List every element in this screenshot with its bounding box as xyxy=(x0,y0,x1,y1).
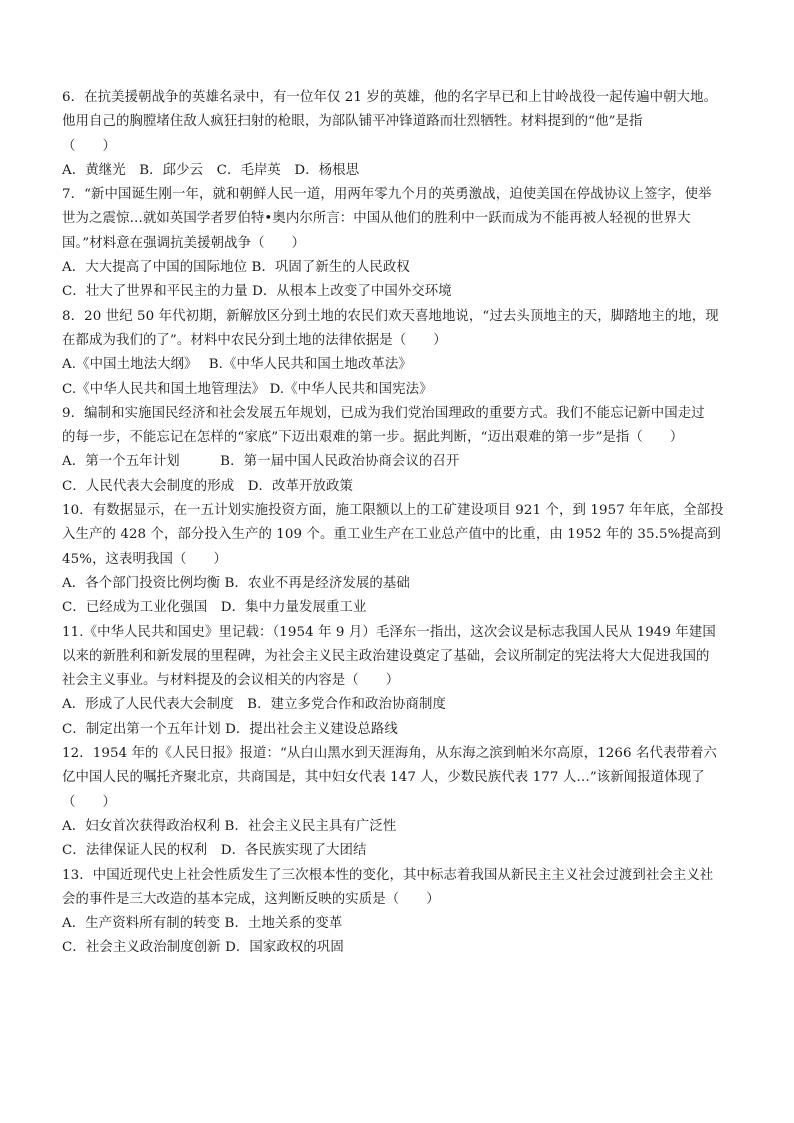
question-13 xyxy=(62,864,748,961)
option-row: A．黄继光 B．邱少云 C．毛岸英 D．杨根思 xyxy=(62,162,360,178)
question-stem-line: 亿中国人民的嘱托齐聚北京，共商国是，其中妇女代表 147 人，少数民族代表 177 人…”该新闻报道体现了 xyxy=(62,770,705,786)
option-row: A．各个部门投资比例均衡 B．农业不再是经济发展的基础 xyxy=(62,575,410,591)
question-11 xyxy=(62,621,748,742)
question-12 xyxy=(62,742,748,863)
question-stem-line: 社会主义事业。与材料提及的会议相关的内容是（ ） xyxy=(62,673,400,689)
option-row: A．大大提高了中国的国际地位 B．巩固了新生的人民政权 xyxy=(62,260,410,276)
question-9 xyxy=(62,402,748,499)
option-row: A.《中国土地法大纲》 B.《中华人民共和国土地改革法》 xyxy=(62,357,412,373)
option-row: C．法律保证人民的权利 D．各民族实现了大团结 xyxy=(62,843,367,859)
question-stem-line: 9．编制和实施国民经济和社会发展五年规划，已成为我们党治国理政的重要方式。我们不能忘记新中国走过 xyxy=(62,405,705,421)
question-6 xyxy=(62,86,748,183)
question-stem-line: 11.《中华人民共和国史》里记载：（1954 年 9 月）毛泽东一指出，这次会议是标志我国人民从 1949 年建国 xyxy=(62,624,716,640)
question-8 xyxy=(62,305,748,402)
question-stem-line: 7．“新中国诞生刚一年，就和朝鲜人民一道，用两年零九个月的英勇激战，迫使美国在停战协议上签字，使举 xyxy=(62,187,712,203)
option-row: C．人民代表大会制度的形成 D．改革开放政策 xyxy=(62,478,353,494)
question-stem-line: 入生产的 428 个，部分投入生产的 109 个。重工业生产在工业总产值中的比重，由 1952 年的 35.5%提高到 xyxy=(62,527,721,543)
question-10 xyxy=(62,499,748,620)
question-stem-line: 他用自己的胸膛堵住敌人疯狂扫射的枪眼，为部队铺平冲锋道路而壮烈牺牲。材料提到的“他”是指 xyxy=(62,114,643,130)
option-row: C.《中华人民共和国土地管理法》 D.《中华人民共和国宪法》 xyxy=(62,381,433,397)
answer-blank: （ ） xyxy=(62,138,116,154)
question-stem-line: 世为之震惊…就如英国学者罗伯特•奥内尔所言：中国从他们的胜利中一跃而成为不能再被人轻视的世界大 xyxy=(62,211,691,227)
option-row: C．已经成为工业化强国 D．集中力量发展重工业 xyxy=(62,600,367,616)
question-stem-line: 6．在抗美援朝战争的英雄名录中，有一位年仅 21 岁的英雄，他的名字早已和上甘岭战役一起传遍中朝大地。 xyxy=(62,90,718,105)
question-stem-line: 12．1954 年的《人民日报》报道：“从白山黑水到天涯海角，从东海之滨到帕米尔高原，1266 名代表带着六 xyxy=(62,746,717,762)
option-row: A．形成了人民代表大会制度 B．建立多党合作和政治协商制度 xyxy=(62,697,446,713)
question-stem-line: 的每一步，不能忘记在怎样的“家底”下迈出艰难的第一步。据此判断，“迈出艰难的第一步”是指（ ） xyxy=(62,430,684,446)
option-row: A．妇女首次获得政治权利 B．社会主义民主具有广泛性 xyxy=(62,818,397,834)
question-stem-line: 以来的新胜利和新发展的里程碑，为社会主义民主政治建设奠定了基础，会议所制定的宪法将大大促进我国的 xyxy=(62,648,710,664)
question-stem-line: 在都成为我们的了”。材料中农民分到土地的法律依据是（ ） xyxy=(62,332,447,348)
option-row: C．社会主义政治制度创新 D．国家政权的巩固 xyxy=(62,940,344,956)
question-stem-line: 13．中国近现代史上社会性质发生了三次根本性的变化，其中标志着我国从新民主主义社会过渡到社会主义社 xyxy=(62,867,714,883)
question-stem-line: 国。”材料意在强调抗美援朝战争（ ） xyxy=(62,235,306,251)
question-stem-line: 会的事件是三大改造的基本完成，这判断反映的实质是（ ） xyxy=(62,891,440,907)
option-row: A．第一个五年计划 B．第一届中国人民政治协商会议的召开 xyxy=(62,454,460,470)
question-stem-line: 10．有数据显示，在一五计划实施投资方面，施工限额以上的工矿建设项目 921 个，到 1957 年年底，全部投 xyxy=(62,503,724,519)
question-stem-line: 45%，这表明我国（ ） xyxy=(62,551,227,567)
option-row: C．壮大了世界和平民主的力量 D．从根本上改变了中国外交环境 xyxy=(62,284,452,300)
option-row: C．制定出第一个五年计划 D．提出社会主义建设总路线 xyxy=(62,721,398,737)
answer-blank: （ ） xyxy=(62,794,116,810)
question-stem-line: 8．20 世纪 50 年代初期，新解放区分到土地的农民们欢天喜地地说，“过去头顶地主的天，脚踏地主的地，现 xyxy=(62,308,719,324)
question-list xyxy=(62,86,748,961)
question-7 xyxy=(62,183,748,304)
option-row: A．生产资料所有制的转变 B．土地关系的变革 xyxy=(62,916,343,932)
